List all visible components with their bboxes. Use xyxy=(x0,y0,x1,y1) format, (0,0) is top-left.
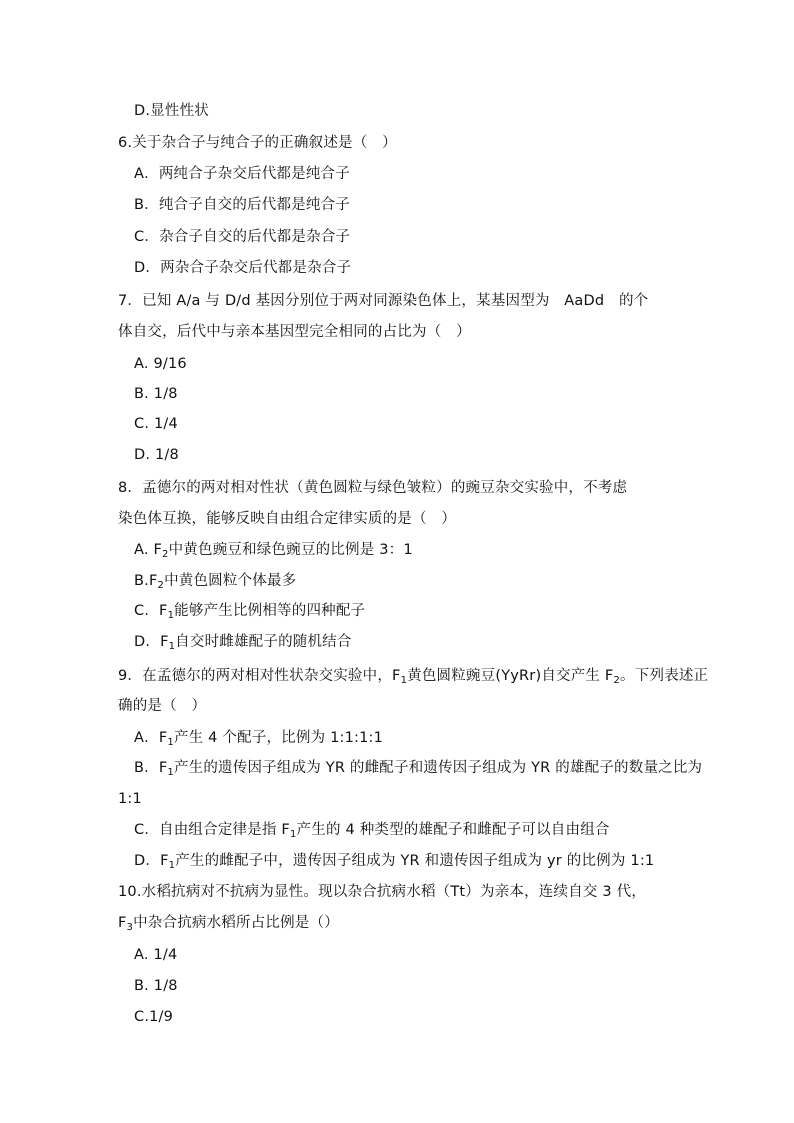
q7-option-b: B. 1/8 xyxy=(134,386,178,402)
q6-option-a: A．两纯合子杂交后代都是纯合子 xyxy=(134,166,350,182)
q8-option-b: $B.F_2$中黄色圆粒个体最多 xyxy=(134,573,297,591)
q7-option-d: D. 1/8 xyxy=(134,447,179,463)
q9-option-c: C．自由组合定律是指 $F_1$产生的 4 种类型的雄配子和雌配子可以自由组合 xyxy=(134,822,610,840)
q9-stem-line2: 确的是（ ） xyxy=(118,698,207,714)
q6-option-d: D．两杂合子杂交后代都是杂合子 xyxy=(134,260,352,276)
q7-stem-line2: 体自交，后代中与亲本基因型完全相同的占比为（ ） xyxy=(118,324,471,340)
q9-option-b: B．$F_1$产生的遗传因子组成为 YR 的雌配子和遗传因子组成为 YR 的雄配子的数量之比为 xyxy=(134,760,703,778)
q8-option-c: C．$F_1$能够产生比例相等的四种配子 xyxy=(134,603,366,621)
q7-stem-line1: 7．已知 A/a 与 D/d 基因分别位于两对同源染色体上，某基因型为 AaDd 的个 xyxy=(118,293,649,309)
q6-option-b: B．纯合子自交的后代都是纯合子 xyxy=(134,197,350,213)
q8-option-a: A. $F_2$中黄色豌豆和绿色豌豆的比例是 3：1 xyxy=(134,542,413,560)
q10-stem-line2: $F_3$中杂合抗病水稻所占比例是（） xyxy=(118,915,339,933)
q7-option-c: C. 1/4 xyxy=(134,416,178,432)
q9-stem-line1: 9．在孟德尔的两对相对性状杂交实验中，$F_1$黄色圆粒豌豆(YyRr)自交产生 $F_2$。下列表述正 xyxy=(118,668,709,686)
q10-stem-line1: 10.水稻抗病对不抗病为显性。现以杂合抗病水稻（Tt）为亲本，连续自交 3 代， xyxy=(118,884,647,900)
q8-option-d: D．$F_1$自交时雌雄配子的随机结合 xyxy=(134,634,352,652)
q8-stem-line1: 8．孟德尔的两对相对性状（黄色圆粒与绿色皱粒）的豌豆杂交实验中，不考虑 xyxy=(118,480,628,496)
q6-stem: 6.关于杂合子与纯合子的正确叙述是（ ） xyxy=(118,135,397,151)
q8-stem-line2: 染色体互换，能够反映自由组合定律实质的是（ ） xyxy=(118,511,457,527)
q10-option-b: B. 1/8 xyxy=(134,978,178,994)
q10-option-c: C.1/9 xyxy=(134,1009,174,1025)
q10-option-a: A. 1/4 xyxy=(134,947,178,963)
q7-option-a: A. 9/16 xyxy=(134,356,187,372)
q9-option-d: D．$F_1$产生的雌配子中，遗传因子组成为 YR 和遗传因子组成为 yr 的比例为 1:1 xyxy=(134,853,655,871)
q5-option-d: D.显性性状 xyxy=(134,103,209,119)
q9-option-b-line2: 1:1 xyxy=(118,791,142,807)
q6-option-c: C．杂合子自交的后代都是杂合子 xyxy=(134,229,351,245)
q9-option-a: A．$F_1$产生 4 个配子，比例为 1:1:1:1 xyxy=(134,730,384,748)
